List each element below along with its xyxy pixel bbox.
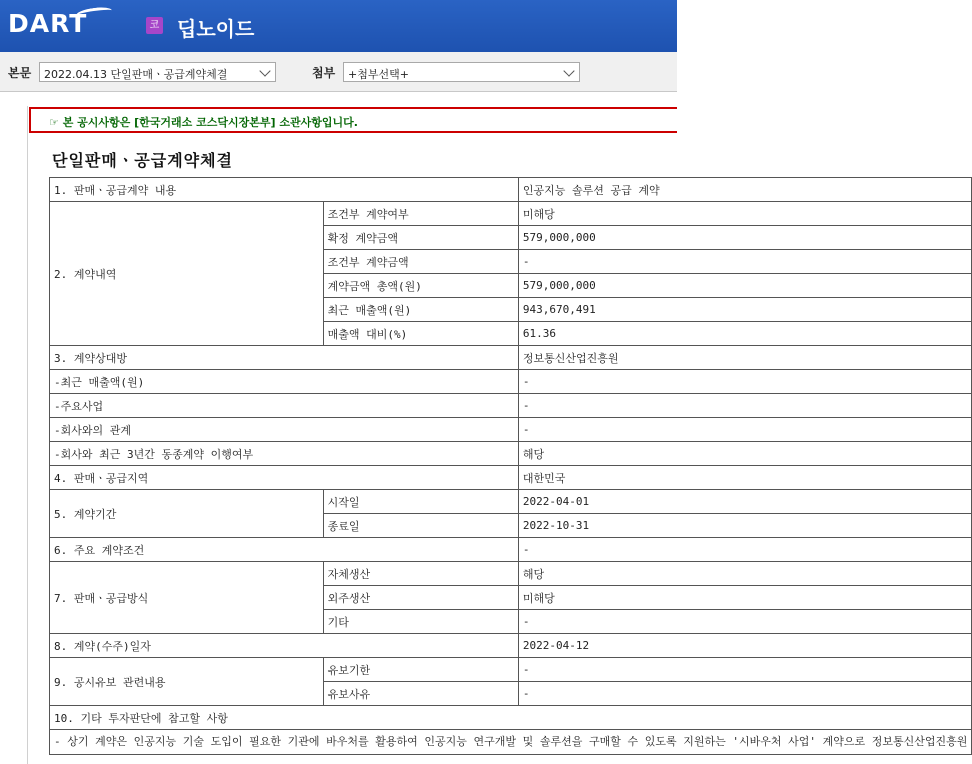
table-row (50, 658, 972, 682)
row-label: 5. 계약기간 (50, 490, 324, 538)
notice-box (29, 107, 677, 133)
row-value: - (518, 394, 972, 418)
kosdaq-badge: 코 (146, 17, 163, 34)
table-row (50, 346, 972, 370)
row-label: 1. 판매ㆍ공급계약 내용 (50, 178, 519, 202)
sub-label: 최근 매출액(원) (323, 298, 518, 322)
row-label: 6. 주요 계약조건 (50, 538, 519, 562)
logo-swoosh-icon (75, 6, 112, 21)
sub-label: 조건부 계약여부 (323, 202, 518, 226)
row-value: - (518, 250, 972, 274)
table-row (50, 634, 972, 658)
sub-label: 계약금액 총액(원) (323, 274, 518, 298)
table-row (50, 706, 972, 730)
company-name[interactable]: 딥노이드 (177, 17, 255, 41)
table-row (50, 370, 972, 394)
row-value: 대한민국 (518, 466, 972, 490)
sub-label: 확정 계약금액 (323, 226, 518, 250)
row-value: - (518, 610, 972, 634)
row-value: 943,670,491 (518, 298, 972, 322)
row-value: 인공지능 솔루션 공급 계약 (518, 178, 972, 202)
row-label: -회사와의 관계 (50, 418, 519, 442)
chevron-down-icon (259, 65, 270, 76)
row-value: 미해당 (518, 202, 972, 226)
table-row (50, 538, 972, 562)
note-text: - 상기 계약은 인공지능 기술 도입이 필요한 기관에 바우처를 활용하여 인공지능 연구개발 및 솔루션을 구매할 수 있도록 지원하는 '시바우처 사업' 계약으로 정보통신산업진흥원 (50, 730, 972, 755)
row-value: 미해당 (518, 586, 972, 610)
table-row (50, 394, 972, 418)
row-label: 8. 계약(수주)일자 (50, 634, 519, 658)
row-label: -주요사업 (50, 394, 519, 418)
table-row (50, 178, 972, 202)
main-doc-select-value: 2022.04.13 단일판매ㆍ공급계약체결 (44, 68, 228, 81)
row-label: 2. 계약내역 (50, 202, 324, 346)
document-toolbar (0, 52, 677, 92)
attach-label: 첨부 (312, 66, 336, 80)
row-value: 해당 (518, 562, 972, 586)
page-title: 단일판매ㆍ공급계약체결 (52, 151, 234, 170)
sub-label: 유보기한 (323, 658, 518, 682)
sub-label: 외주생산 (323, 586, 518, 610)
sub-label: 매출액 대비(%) (323, 322, 518, 346)
row-value: 정보통신산업진흥원 (518, 346, 972, 370)
sub-label: 자체생산 (323, 562, 518, 586)
attach-select-value: +첨부선택+ (348, 68, 409, 81)
table-row (50, 490, 972, 514)
row-value: 2022-10-31 (518, 514, 972, 538)
row-value: - (518, 418, 972, 442)
row-value: 해당 (518, 442, 972, 466)
sub-label: 유보사유 (323, 682, 518, 706)
row-value: - (518, 538, 972, 562)
row-value: 2022-04-01 (518, 490, 972, 514)
attach-select[interactable] (343, 62, 580, 82)
notice-text: ☞ 본 공시사항은 [한국거래소 코스닥시장본부] 소관사항입니다. (49, 116, 358, 129)
table-row (50, 202, 972, 226)
sub-label: 종료일 (323, 514, 518, 538)
table-row (50, 418, 972, 442)
row-label: 4. 판매ㆍ공급지역 (50, 466, 519, 490)
sub-label: 조건부 계약금액 (323, 250, 518, 274)
table-row (50, 562, 972, 586)
row-value: - (518, 370, 972, 394)
row-label: -회사와 최근 3년간 동종계약 이행여부 (50, 442, 519, 466)
table-row (50, 730, 972, 755)
row-value: 579,000,000 (518, 274, 972, 298)
dart-logo[interactable]: DART (8, 9, 88, 38)
disclosure-table (49, 177, 972, 755)
chevron-down-icon (563, 65, 574, 76)
row-value: 579,000,000 (518, 226, 972, 250)
main-doc-select[interactable] (39, 62, 276, 82)
row-label: 9. 공시유보 관련내용 (50, 658, 324, 706)
row-label: -최근 매출액(원) (50, 370, 519, 394)
row-value: 2022-04-12 (518, 634, 972, 658)
row-value: 61.36 (518, 322, 972, 346)
row-label: 7. 판매ㆍ공급방식 (50, 562, 324, 634)
sub-label: 시작일 (323, 490, 518, 514)
table-row (50, 466, 972, 490)
main-doc-label: 본문 (8, 66, 32, 80)
row-label: 3. 계약상대방 (50, 346, 519, 370)
app-header (0, 0, 677, 52)
sub-label: 기타 (323, 610, 518, 634)
row-value: - (518, 658, 972, 682)
row-label: 10. 기타 투자판단에 참고할 사항 (50, 706, 972, 730)
table-row (50, 442, 972, 466)
row-value: - (518, 682, 972, 706)
